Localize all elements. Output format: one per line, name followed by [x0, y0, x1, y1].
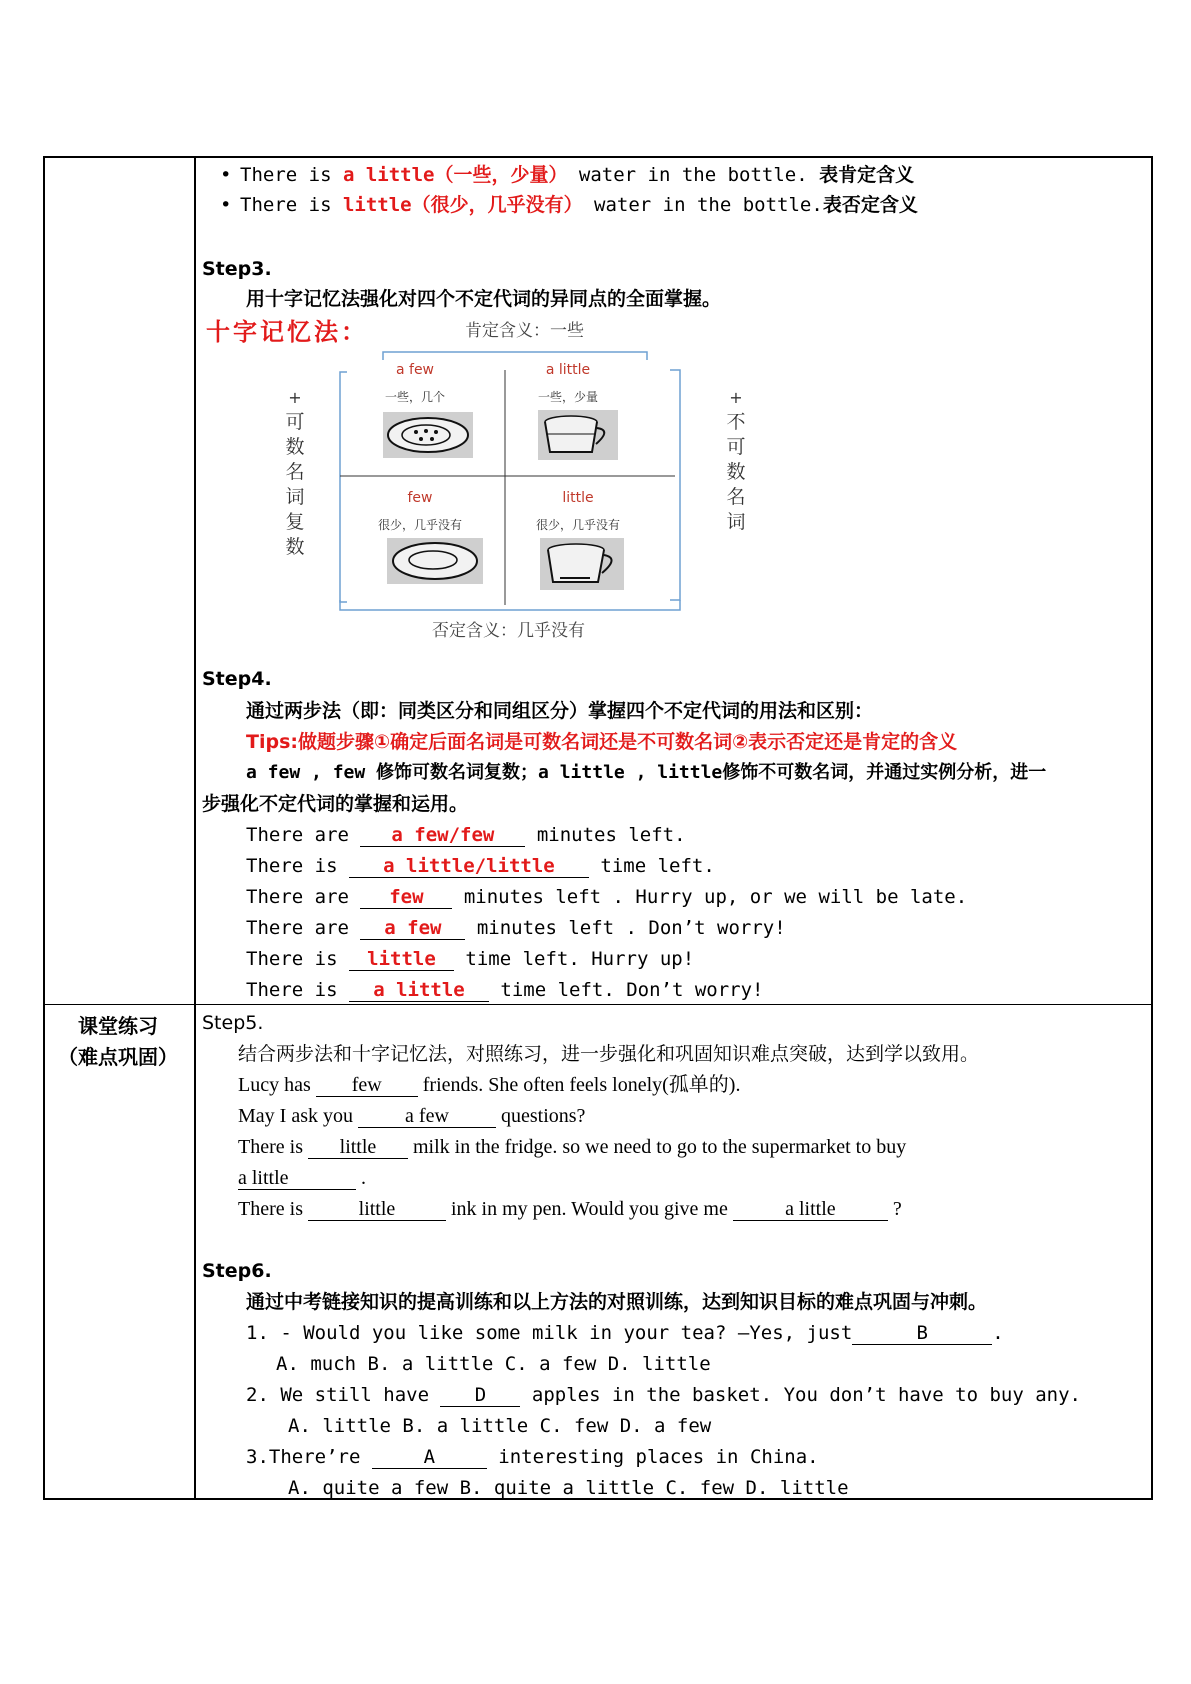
quadrant-a-few-label: a few: [395, 362, 435, 378]
tips-line: Tips:做题步骤①确定后面名词是可数名词还是不可数名词②表示否定还是肯定的含义: [246, 731, 958, 753]
column-divider: [194, 158, 196, 1498]
bullet1-mid: water in the bottle.: [567, 164, 820, 186]
answer-2: a little/little: [349, 855, 589, 878]
diagram-right-bracket: [670, 365, 700, 605]
step5-heading: Step5.: [202, 1012, 264, 1034]
exercise-4-answer-2: a little: [733, 1198, 888, 1221]
empty-plate-icon: [387, 538, 483, 584]
bullet1-text: There is: [240, 164, 343, 186]
answer-1: a few/few: [360, 824, 525, 847]
question-3-options: A. quite a few B. quite a little C. few D. little: [288, 1477, 849, 1499]
step6-description: 通过中考链接知识的提高训练和以上方法的对照训练，达到知识目标的难点巩固与冲刺。: [246, 1291, 988, 1313]
row2-label-line1: 课堂练习: [78, 1014, 158, 1038]
quadrant-few-meaning: 很少，几乎没有: [377, 518, 462, 532]
exercise-2: May I ask you a few questions?: [238, 1105, 586, 1127]
step3-heading: Step3.: [202, 258, 272, 280]
step6-heading: Step6.: [202, 1260, 272, 1282]
answer-5: little: [349, 948, 454, 971]
bullet2-mid: water in the bottle.: [582, 194, 823, 216]
quadrant-a-little-meaning: 一些，少量: [537, 390, 598, 404]
step4-description: 通过两步法（即：同类区分和同组区分）掌握四个不定代词的用法和区别：: [246, 700, 874, 722]
exercise-3-continued: a little .: [238, 1167, 366, 1189]
empty-cup-icon: [540, 538, 624, 590]
exercise-1-answer: few: [316, 1074, 418, 1097]
usage-line-1: a few , few 修饰可数名词复数；a little , little修饰不可数名词，并通过实例分析，进一: [246, 762, 1047, 783]
cross-memory-title: 十字记忆法：: [206, 320, 368, 346]
right-plus: +: [729, 388, 743, 407]
quadrant-little-label: little: [562, 490, 594, 506]
answer-3: few: [360, 886, 452, 909]
row2-label-line2: （难点巩固）: [58, 1045, 178, 1069]
diagram-top-label: 肯定含义：一些: [465, 321, 584, 341]
exercise-3b-answer: a little: [238, 1167, 356, 1190]
step3-description: 用十字记忆法强化对四个不定代词的异同点的全面掌握。: [246, 288, 722, 310]
exercise-4: There is little ink in my pen. Would you give me a little ?: [238, 1198, 902, 1220]
question-1-options: A. much B. a little C. a few D. little: [276, 1353, 711, 1375]
right-vertical-label: 不 可 数 名 词: [726, 411, 746, 533]
exercise-3: There is little milk in the fridge. so we need to go to the supermarket to buy: [238, 1136, 907, 1158]
example-2: There is a little/little time left.: [246, 855, 715, 877]
question-3-answer: A: [372, 1446, 487, 1469]
exercise-3-answer: little: [308, 1136, 408, 1159]
bullet-line-2: • There is little（很少，几乎没有） water in the bottle.表否定含义: [220, 194, 918, 216]
bullet1-meaning: 表肯定含义: [819, 164, 915, 186]
question-2: 2. We still have D apples in the basket. You don’t have to buy any.: [246, 1384, 1081, 1406]
usage-line-2: 步强化不定代词的掌握和运用。: [202, 793, 469, 815]
answer-6: a little: [349, 979, 489, 1002]
exercise-2-answer: a few: [358, 1105, 496, 1128]
bullet1-highlight: a little（一些，少量）: [342, 164, 568, 186]
question-1-answer: B: [852, 1322, 992, 1345]
step5-description: 结合两步法和十字记忆法，对照练习，进一步强化和巩固知识难点突破，达到学以致用。: [238, 1043, 980, 1065]
question-2-answer: D: [440, 1384, 520, 1407]
example-6: There is a little time left. Don’t worry!: [246, 979, 764, 1001]
row-divider: [45, 1004, 1151, 1005]
bullet2-text: There is: [240, 194, 343, 216]
left-plus: +: [288, 388, 302, 407]
exercise-4-answer-1: little: [308, 1198, 446, 1221]
step4-heading: Step4.: [202, 668, 272, 690]
question-1: 1. - Would you like some milk in your tea? —Yes, just B .: [246, 1322, 1004, 1344]
example-1: There are a few/few minutes left.: [246, 824, 686, 846]
cup-with-drink-icon: [538, 410, 618, 460]
answer-4: a few: [360, 917, 465, 940]
quadrant-few-label: few: [407, 490, 433, 506]
diagram-bottom-label: 否定含义：几乎没有: [432, 621, 585, 641]
diagram-bottom-bracket: [320, 600, 700, 615]
left-vertical-label: 可 数 名 词 复 数: [285, 411, 305, 558]
quadrant-a-little-label: a little: [545, 362, 591, 378]
quadrant-little-meaning: 很少，几乎没有: [535, 518, 620, 532]
question-3: 3.There’re A interesting places in China.: [246, 1446, 819, 1468]
example-5: There is little time left. Hurry up!: [246, 948, 695, 970]
exercise-1: Lucy has few friends. She often feels lonely(孤单的).: [238, 1074, 741, 1096]
plate-with-food-icon: [383, 412, 473, 458]
example-4: There are a few minutes left . Don’t worry!: [246, 917, 786, 939]
bullet2-highlight: little（很少，几乎没有）: [342, 194, 583, 216]
example-3: There are few minutes left . Hurry up, or we will be late.: [246, 886, 968, 908]
question-2-options: A. little B. a little C. few D. a few: [288, 1415, 712, 1437]
bullet-line-1: • There is a little（一些，少量） water in the bottle. 表肯定含义: [220, 164, 915, 186]
quadrant-a-few-meaning: 一些，几个: [384, 390, 445, 404]
bullet2-meaning: 表否定含义: [822, 194, 918, 216]
